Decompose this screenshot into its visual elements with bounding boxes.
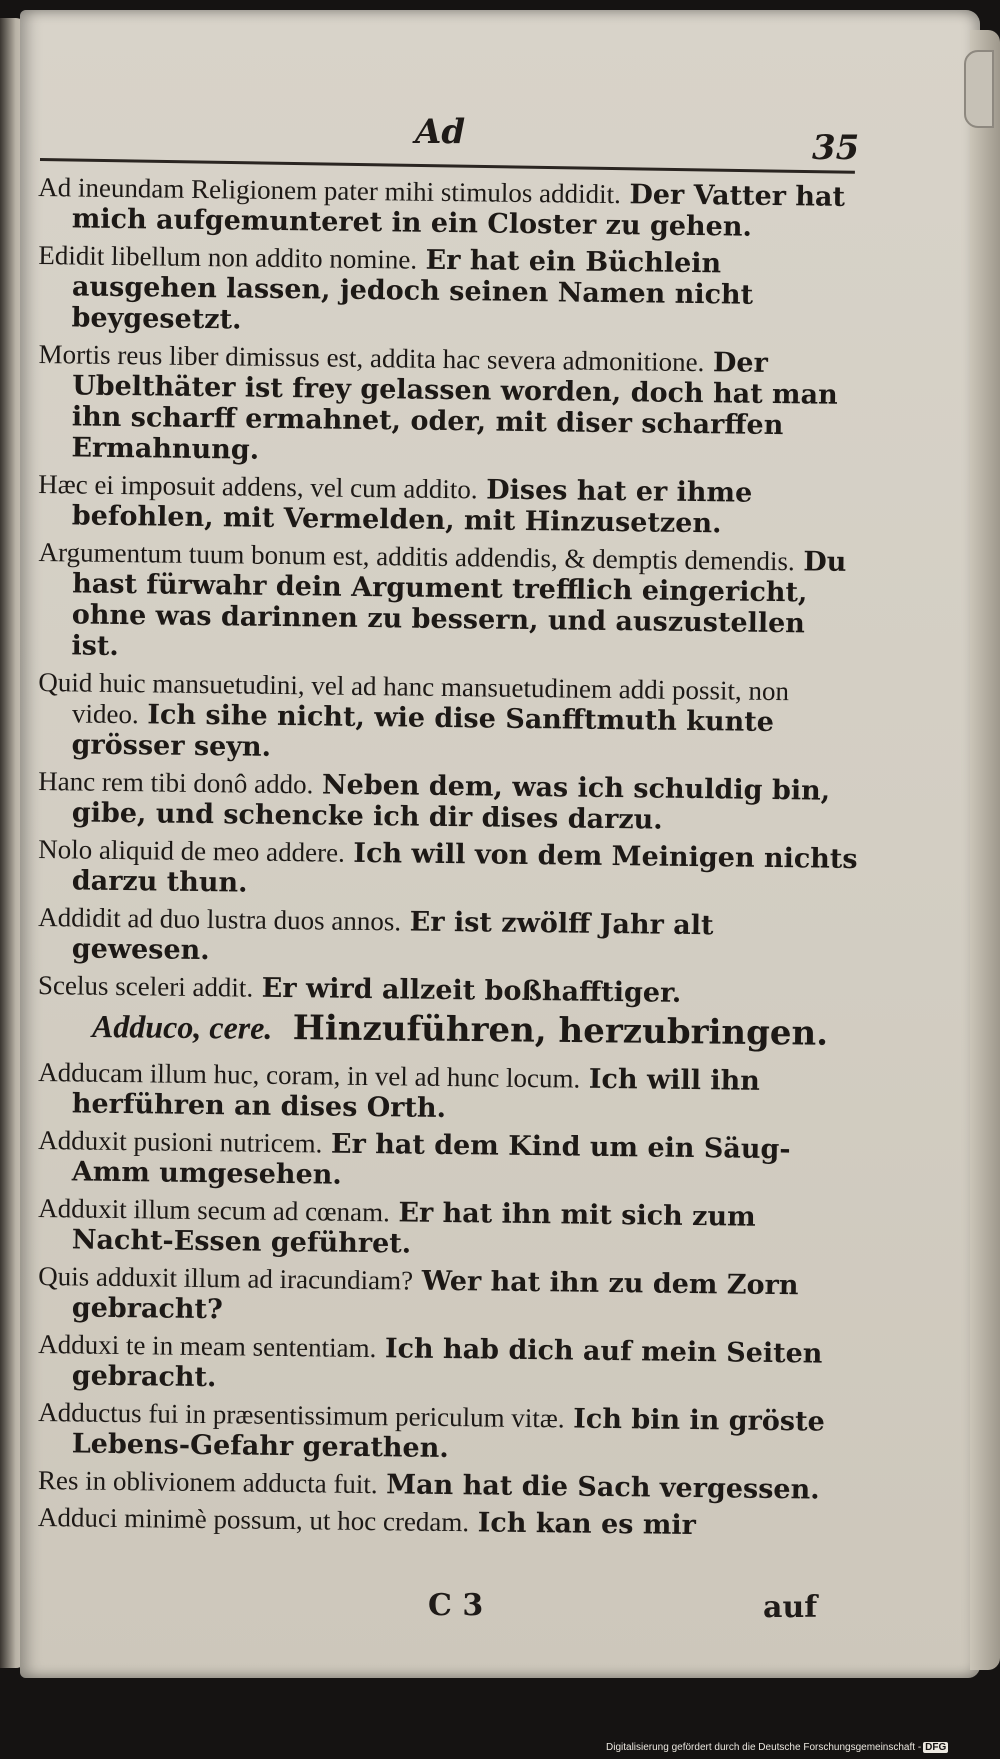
latin-phrase: Quis adduxit illum ad iracundiam?: [38, 1261, 414, 1296]
lemma-latin: Adduco, cere.: [91, 1007, 273, 1046]
entry: [38, 1502, 858, 1543]
page-clip: [964, 50, 994, 128]
german-translation: Ich hab dich auf mein Seiten gebracht.: [71, 1333, 823, 1394]
entry-list-1: [37, 172, 858, 1009]
catchword: auf: [763, 1590, 818, 1625]
german-translation: Ich will ihn herführen an dises Orth.: [71, 1063, 761, 1124]
entry: [37, 339, 858, 473]
german-translation: Er wird allzeit boßhafftiger.: [261, 972, 682, 1009]
latin-phrase: Nolo aliquid de meo addere.: [38, 834, 346, 868]
german-translation: Ich kan es mir: [477, 1507, 697, 1542]
signature-mark: C 3: [428, 1588, 484, 1623]
page-stack-edge: [970, 30, 1000, 1670]
german-translation: Der Vatter hat mich aufgemunteret in ein Closter zu gehen.: [71, 179, 846, 243]
latin-phrase: Mortis reus liber dimissus est, addita hac severa admonitione.: [38, 339, 705, 378]
digitization-credit: [606, 1742, 948, 1753]
latin-phrase: Scelus sceleri addit.: [37, 970, 254, 1003]
entry: [38, 1125, 859, 1197]
latin-phrase: Quid huic mansuetudini, vel ad hanc mansuetudinem addi possit, non video.: [38, 667, 790, 730]
entry: [38, 469, 859, 541]
entry: [37, 667, 858, 770]
entry: [38, 1329, 859, 1401]
german-translation: Man hat die Sach vergessen.: [386, 1469, 820, 1506]
entry: [37, 537, 858, 671]
latin-phrase: Adduxit pusioni nutricem.: [38, 1125, 323, 1159]
dictionary-text: [37, 172, 858, 1542]
latin-phrase: Argumentum tuum bonum est, additis addendis, & demptis demendis.: [38, 537, 795, 577]
german-translation: Wer hat ihn zu dem Zorn gebracht?: [71, 1265, 799, 1326]
latin-phrase: Hæc ei imposuit addens, vel cum addito.: [38, 469, 478, 505]
entry-list-2: [37, 1057, 858, 1542]
dfg-logo: DFG: [925, 1742, 947, 1753]
lemma-heading: [92, 1007, 858, 1053]
latin-phrase: Adduxi te in meam sententiam.: [38, 1329, 377, 1364]
entry: [38, 1057, 859, 1129]
latin-phrase: Adduxit illum secum ad cœnam.: [38, 1193, 391, 1228]
german-translation: Neben dem, was ich schuldig bin, gibe, und schencke ich dir dises darzu.: [71, 769, 831, 836]
entry: [38, 902, 859, 974]
entry: [37, 240, 858, 343]
german-translation: Er ist zwölff Jahr alt gewesen.: [71, 906, 714, 967]
german-translation: Er hat dem Kind um ein Säug-Amm umgesehen.: [71, 1128, 791, 1191]
page-number: 35: [812, 128, 860, 168]
latin-phrase: Adducam illum huc, coram, in vel ad hunc locum.: [38, 1057, 581, 1094]
entry: [38, 1397, 859, 1469]
entry: [38, 1465, 858, 1506]
german-translation: Ich sihe nicht, wie dise Sanfftmuth kunte grösser seyn.: [71, 699, 775, 763]
latin-phrase: Res in oblivionem adducta fuit.: [37, 1465, 378, 1500]
entry: [38, 1261, 859, 1333]
latin-phrase: Adductus fui in præsentissimum periculum vitæ.: [38, 1397, 565, 1434]
entry: [38, 834, 859, 906]
latin-phrase: Ad ineundam Religionem pater mihi stimulos addidit.: [38, 172, 622, 210]
german-translation: Ich bin in gröste Lebens-Gefahr gerathen.: [71, 1403, 825, 1465]
german-translation: Er hat ein Büchlein ausgehen lassen, jedoch seinen Namen nicht beygesetzt.: [71, 244, 754, 336]
latin-phrase: Adduci minimè possum, ut hoc credam.: [37, 1502, 470, 1538]
lemma-german: Hinzuführen, herzubringen.: [292, 1008, 829, 1054]
german-translation: Der Ubelthäter ist frey gelassen worden, doch hat man ihn scharff ermahnet, oder, mit diser scharffen Ermahnung.: [71, 347, 838, 466]
credit-text: Digitalisierung gefördert durch die Deutsche Forschungsgemeinschaft -: [606, 1742, 922, 1753]
latin-phrase: Edidit libellum non addito nomine.: [38, 240, 418, 275]
german-translation: Ich will von dem Meinigen nichts darzu thun.: [71, 837, 858, 899]
entry: [38, 766, 859, 838]
german-translation: Dises hat er ihme befohlen, mit Vermelden, mit Hinzusetzen.: [71, 474, 753, 540]
entry: [38, 172, 859, 244]
entry: [38, 1193, 859, 1265]
running-head: Ad: [415, 112, 466, 152]
latin-phrase: Addidit ad duo lustra duos annos.: [38, 902, 402, 937]
german-translation: Er hat ihn mit sich zum Nacht-Essen geführet.: [71, 1197, 756, 1260]
entry: [38, 970, 858, 1011]
german-translation: Du hast fürwahr dein Argument trefflich eingericht, ohne was darinnen zu bessern, und auszustellen ist.: [71, 546, 847, 662]
latin-phrase: Hanc rem tibi donô addo.: [38, 766, 314, 800]
